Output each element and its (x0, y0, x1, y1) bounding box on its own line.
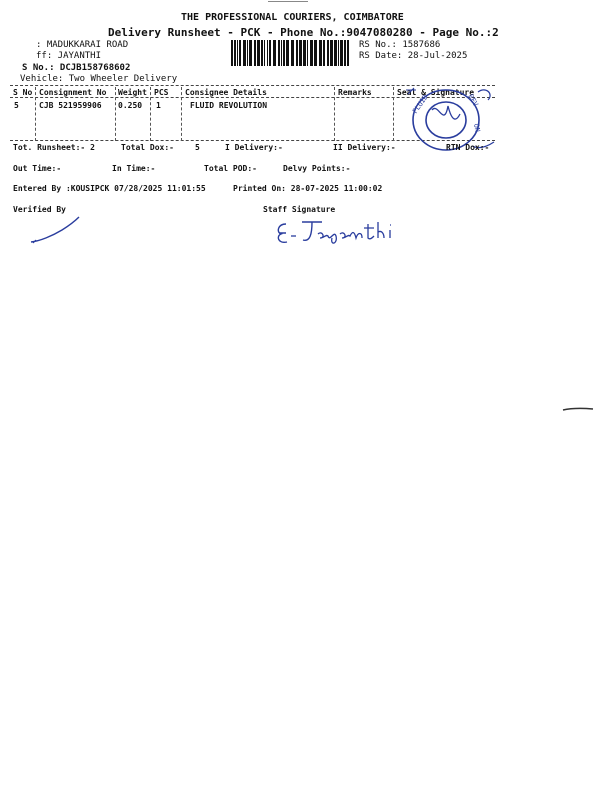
barcode-bar (310, 40, 313, 66)
barcode-bar (254, 40, 256, 66)
barcode-bar (237, 40, 238, 66)
barcode-bar (281, 40, 282, 66)
in-time: In Time:- (112, 164, 156, 173)
svg-text:FLUID: FLUID (411, 93, 430, 116)
total-pod: Total POD:- (204, 164, 257, 173)
barcode-bar (344, 40, 346, 66)
svg-text:ON: ON (472, 122, 482, 133)
barcode-bar (334, 40, 337, 66)
barcode (230, 40, 350, 66)
barcode-bar (249, 40, 252, 66)
total-dox-value: 5 (195, 143, 200, 152)
entered-by: Entered By :KOUSIPCK 07/28/2025 11:01:55 (13, 184, 206, 193)
vehicle-text: Vehicle: Two Wheeler Delivery (20, 74, 178, 84)
barcode-bar (273, 40, 276, 66)
rs-date: RS Date: 28-Jul-2025 (359, 51, 468, 61)
barcode-bar (307, 40, 308, 66)
header-remarks: Remarks (338, 88, 372, 97)
barcode-bar (257, 40, 260, 66)
rtn-dox: RTN Dox:- (446, 143, 490, 152)
header-consignment: Consignment No (39, 88, 107, 97)
staff-text: ff: JAYANTHI (36, 51, 102, 61)
header-consignee: Consignee Details (185, 88, 267, 97)
runsheet-subtitle: Delivery Runsheet - PCK - Phone No.:9047080280 - Page No.:2 (108, 26, 499, 39)
barcode-bar (267, 40, 268, 66)
printed-on: Printed On: 28-07-2025 11:00:02 (233, 184, 383, 193)
barcode-bar (247, 40, 248, 66)
cell-sno: 5 (14, 101, 19, 110)
cell-pcs: 1 (156, 101, 161, 110)
barcode-bar (269, 40, 271, 66)
i-delivery: I Delivery:- (225, 143, 283, 152)
svg-text:REV: REV (466, 93, 480, 108)
col-divider (393, 87, 394, 141)
barcode-bar (319, 40, 322, 66)
verifier-signature (28, 214, 82, 246)
col-divider (181, 87, 182, 141)
out-time: Out Time:- (13, 164, 62, 173)
col-divider (115, 87, 116, 141)
delvy-points: Delvy Points:- (283, 164, 351, 173)
barcode-bar (327, 40, 329, 66)
header-sno: S No (13, 88, 33, 97)
cell-consignment: CJB 521959906 (39, 101, 102, 110)
company-title: THE PROFESSIONAL COURIERS, COIMBATORE (181, 12, 404, 23)
barcode-bar (291, 40, 294, 66)
cell-weight: 0.250 (118, 101, 143, 110)
barcode-bar (299, 40, 302, 66)
barcode-bar (264, 40, 265, 66)
header-seal-signature: Seal & Signature (397, 88, 475, 97)
barcode-bar (243, 40, 246, 66)
staff-handwritten-signature (272, 216, 402, 246)
barcode-bar (261, 40, 263, 66)
barcode-bar (283, 40, 285, 66)
barcode-bar (231, 40, 233, 66)
barcode-bar (314, 40, 317, 66)
col-divider (35, 87, 36, 141)
top-rule (268, 1, 308, 2)
col-divider (150, 87, 151, 141)
total-dox-label: Total Dox:- (121, 143, 174, 152)
barcode-bar (338, 40, 339, 66)
total-runsheet: Tot. Runsheet:- 2 (13, 143, 95, 152)
cell-consignee: FLUID REVOLUTION (190, 101, 268, 110)
area-text: : MADUKKARAI ROAD (36, 40, 129, 50)
rs-number: RS No.: 1587686 (359, 40, 441, 50)
barcode-bar (278, 40, 280, 66)
barcode-bar (234, 40, 236, 66)
barcode-bar (296, 40, 298, 66)
barcode-bar (347, 40, 349, 66)
barcode-bar (330, 40, 333, 66)
verified-by-label: Verified By (13, 205, 66, 214)
stray-mark (562, 406, 594, 412)
company-seal-stamp (404, 84, 496, 152)
barcode-bar (303, 40, 306, 66)
barcode-bar (239, 40, 241, 66)
header-weight: Weight (118, 88, 147, 97)
header-pcs: PCS (154, 88, 169, 97)
ii-delivery: II Delivery:- (333, 143, 396, 152)
col-divider (334, 87, 335, 141)
barcode-bar (340, 40, 343, 66)
barcode-bar (323, 40, 325, 66)
drs-number: S No.: DCJB158768602 (22, 63, 131, 73)
staff-signature-label: Staff Signature (263, 205, 336, 214)
barcode-bar (286, 40, 289, 66)
